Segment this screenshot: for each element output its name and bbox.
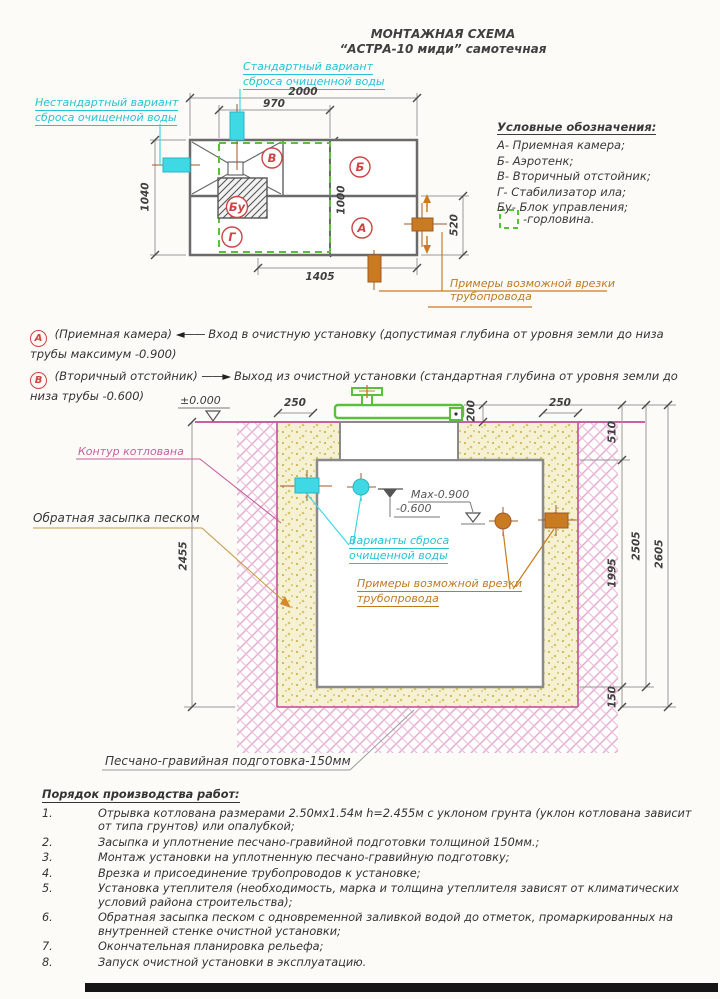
dim-2455: 2455 <box>177 541 190 571</box>
nonstandard-outlet-label: Нестандартный вариант сброса очищенной воды <box>35 96 179 124</box>
compartment-v: В <box>267 151 277 165</box>
legend <box>497 120 656 216</box>
note-inlet: А (Приемная камера) ◄—— Вход в очистную установку (допустимая глубина от уровня земли до низа трубы максимум -0.900) <box>30 327 664 361</box>
arrow-out-icon: ——► <box>201 369 231 383</box>
level-standard: -0.600 <box>396 502 432 515</box>
title-line2: “АСТРА-10 миди” самотечная <box>339 42 547 56</box>
plan-standard-outlet-pipe <box>230 112 244 140</box>
work-order-item: 2. Засыпка и уплотнение песчано-гравийной подготовки толщиной 150мм.; <box>42 835 540 849</box>
level-zero: ±0.000 <box>180 394 221 407</box>
compartment-g: Г <box>228 230 236 244</box>
section-inlet-pipe-wall <box>545 513 568 528</box>
dim-1405: 1405 <box>305 271 335 283</box>
dim-2605: 2605 <box>653 539 666 569</box>
soil-hatch-bottom <box>237 707 618 753</box>
section-inlet-pipe-round <box>495 513 511 529</box>
compartment-bu: Бу <box>228 200 246 214</box>
section-discharge-pipe-wall <box>295 478 319 493</box>
compartment-b: Б <box>355 160 365 174</box>
section-tank-neck <box>340 422 458 460</box>
dim-2000: 2000 <box>288 86 318 98</box>
work-order-item: 5. Установка утеплителя (необходимость, марка и толщина утеплителя зависят от климатических условий района строительства); <box>42 882 680 909</box>
legend-item-bu: Бу- Блок управления; <box>497 200 629 214</box>
plan-inlet-pipe-bottom <box>368 255 381 282</box>
dim-250-right: 250 <box>549 397 571 409</box>
standard-outlet-label: Стандартный вариант сброса очищенной воды <box>243 60 385 88</box>
dim-150: 150 <box>606 686 619 708</box>
legend-neck-label: -горловина. <box>523 212 595 226</box>
section-view <box>33 385 676 770</box>
gravel-bed <box>277 687 578 707</box>
legend-item-b: Б- Аэротенк; <box>497 153 574 168</box>
level-max: Max-0.900 <box>411 488 470 501</box>
work-order-item: 1. Отрывка котлована размерами 2.50мх1.54м h=2.455м с уклоном грунта (уклон котлована зависит от типа грунтов) или опалубкой; <box>42 806 692 833</box>
title-line1: МОНТАЖНАЯ СХЕМА <box>370 27 516 41</box>
arrow-in-icon: ◄—— <box>175 327 205 341</box>
dim-1040: 1040 <box>139 182 152 212</box>
work-order-item: 7. Окончательная планировка рельефа; <box>42 940 324 953</box>
dim-200: 200 <box>465 400 478 422</box>
section-pipe-tap-label: Примеры возможной врезки трубопровода <box>357 577 523 605</box>
pit-contour-label: Контур котлована <box>78 445 184 458</box>
legend-title: Условные обозначения: <box>497 120 657 134</box>
dim-1000: 1000 <box>335 185 348 215</box>
plan-pipe-tap-label: Примеры возможной врезки трубопровода <box>450 277 616 303</box>
dim-2505: 2505 <box>630 531 643 561</box>
work-order <box>42 788 704 971</box>
section-discharge-pipe-round <box>353 479 369 495</box>
dim-1995: 1995 <box>606 558 619 588</box>
notes <box>30 327 700 411</box>
drawing-title <box>338 27 548 57</box>
work-order-item: 6. Обратная засыпка песком с одновременной заливкой водой до отметок, промаркированных на внутренней стенке очистной установки; <box>42 911 674 938</box>
note-outlet: В (Вторичный отстойник) ——► Выход из очистной установки (стандартная глубина от уровня земли до низа трубы -0.600) <box>30 369 678 403</box>
plan-nonstandard-outlet-pipe <box>163 158 190 172</box>
note-marker-a: А <box>30 330 47 347</box>
compartment-a: А <box>357 221 367 235</box>
legend-item-v: В- Вторичный отстойник; <box>497 169 651 183</box>
note-marker-v: В <box>30 372 47 389</box>
page-frame-bottom <box>85 983 718 992</box>
dim-250-left: 250 <box>284 397 306 409</box>
dim-510: 510 <box>606 421 619 443</box>
plan-inlet-pipe-right <box>412 218 433 231</box>
gravel-bed-label: Песчано-гравийная подготовка-150мм <box>105 754 351 768</box>
work-order-item: 8. Запуск очистной установки в эксплуатацию. <box>42 955 367 969</box>
dim-520: 520 <box>448 214 461 236</box>
legend-item-g: Г- Стабилизатор ила; <box>497 184 626 199</box>
legend-item-a: А- Приемная камера; <box>497 138 625 152</box>
dim-970: 970 <box>263 98 285 110</box>
work-order-item: 3. Монтаж установки на уплотненную песчано-гравийную подготовку; <box>42 851 510 864</box>
work-order-title: Порядок производства работ: <box>42 788 240 801</box>
sand-backfill-label: Обратная засыпка песком <box>33 511 200 525</box>
discharge-options-label: Варианты сброса очищенной воды <box>349 534 450 562</box>
work-order-item: 4. Врезка и присоединение трубопроводов к установке; <box>42 866 421 880</box>
